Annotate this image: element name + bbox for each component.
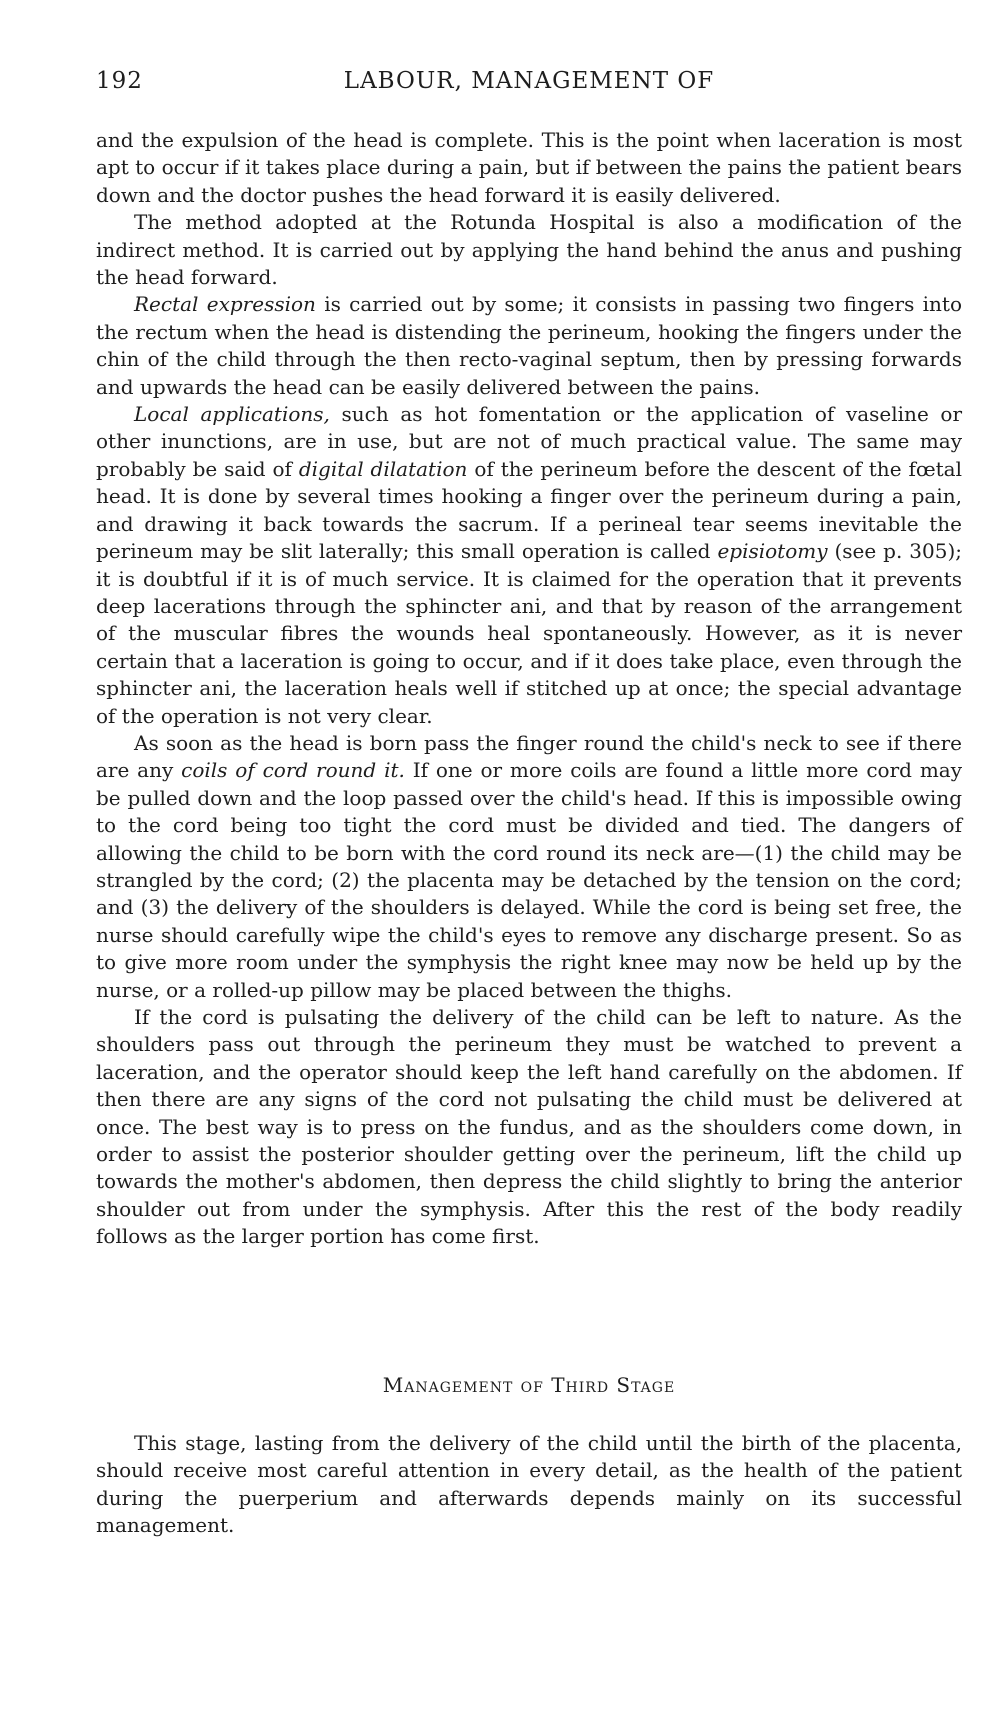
paragraph-4: [96, 401, 962, 730]
page-number: 192: [96, 68, 143, 94]
paragraph-2: The method adopted at the Rotunda Hospital is also a modification of the indirect method. It is carried out by applying the hand behind the anus and pushing the head forward.: [96, 210, 962, 290]
running-head: [96, 68, 962, 98]
paragraph-4-seg-0: Local applications,: [134, 402, 330, 427]
paragraph-3: [96, 291, 962, 401]
paragraph-6: If the cord is pulsating the delivery of the child can be left to nature. As the shoulders pass out through the perineum they must be watched to prevent a laceration, and the operator should keep the left hand carefully on the abdomen. If then there are any signs of the cord not pulsating the child must be delivered at once. The best way is to press on the fundus, and as the shoulders come down, in order to assist the posterior shoulder getting over the perineum, lift the child up towards the mother's abdomen, then depress the child slightly to bring the anterior shoulder out from under the symphysis. After this the rest of the body readily follows as the larger portion has come first.: [96, 1005, 962, 1249]
section-body: [96, 1430, 962, 1540]
running-title: LABOUR, MANAGEMENT OF: [343, 68, 715, 94]
paragraph-5: [96, 730, 962, 1004]
paragraph-3-term: Rectal expression: [134, 292, 316, 317]
paragraph-5-seg-0: As soon as the head is born pass the finger round the child's neck to see if there are any: [96, 730, 962, 783]
paragraph-5-seg-1: coils of cord round it.: [181, 758, 405, 783]
paragraph-4-seg-3: of the perineum before the descent of the fœtal head. It is done by several times hooking a finger over the perineum during a pain, and drawing it back towards the sacrum. If a perineal tear seems inevitable the perineum may be slit laterally; this small operation is called: [96, 456, 962, 564]
paragraph-5-seg-2: If one or more coils are found a little more cord may be pulled down and the loop passed over the child's head. If this is impossible owing to the cord being too tight the cord must be divided and tied. The dangers of allowing the child to be born with the cord round its neck are—(1) the child may be strangled by the cord; (2) the placenta may be detached by the tension on the cord; and (3) the delivery of the shoulders is delayed. While the cord is being set free, the nurse should carefully wipe the child's eyes to remove any discharge present. So as to give more room under the symphysis the right knee may now be held up by the nurse, or a rolled-up pillow may be placed between the thighs.: [96, 758, 963, 1002]
paragraph-1: and the expulsion of the head is complete. This is the point when laceration is most apt to occur if it takes place during a pain, but if between the pains the patient bears down and the doctor pushes the head forward it is easily delivered.: [96, 128, 962, 207]
paragraph-4-seg-1: such as hot fomentation or the application of vaseline or other inunctions, are in use, but are not of much practical value. The same may probably be said of: [96, 402, 963, 481]
body-text: [96, 127, 962, 1251]
section-paragraph: This stage, lasting from the delivery of the child until the birth of the placenta, should receive most careful attention in every detail, as the health of the patient during the puerperium and afterwards depends mainly on its successful management.: [96, 1431, 962, 1538]
paragraph-3-text: is carried out by some; it consists in passing two fingers into the rectum when the head is distending the perineum, hooking the fingers under the chin of the child through the then recto-vaginal septum, then by pressing forwards and upwards the head can be easily delivered between the pains.: [96, 292, 962, 399]
paragraph-4-seg-5: (see p. 305); it is doubtful if it is of much service. It is claimed for the operation that it prevents deep lacerations through the sphincter ani, and that by reason of the arrangement of the muscular fibres the wounds heal spontaneously. However, as it is never certain that a laceration is going to occur, and if it does take place, even through the sphincter ani, the laceration heals well if stitched up at once; the special advantage of the operation is not very clear.: [96, 539, 963, 728]
paragraph-4-seg-4: episiotomy: [717, 539, 828, 564]
paragraph-4-seg-2: digital dilatation: [298, 456, 468, 481]
section-heading: Management of Third Stage: [382, 1373, 676, 1397]
